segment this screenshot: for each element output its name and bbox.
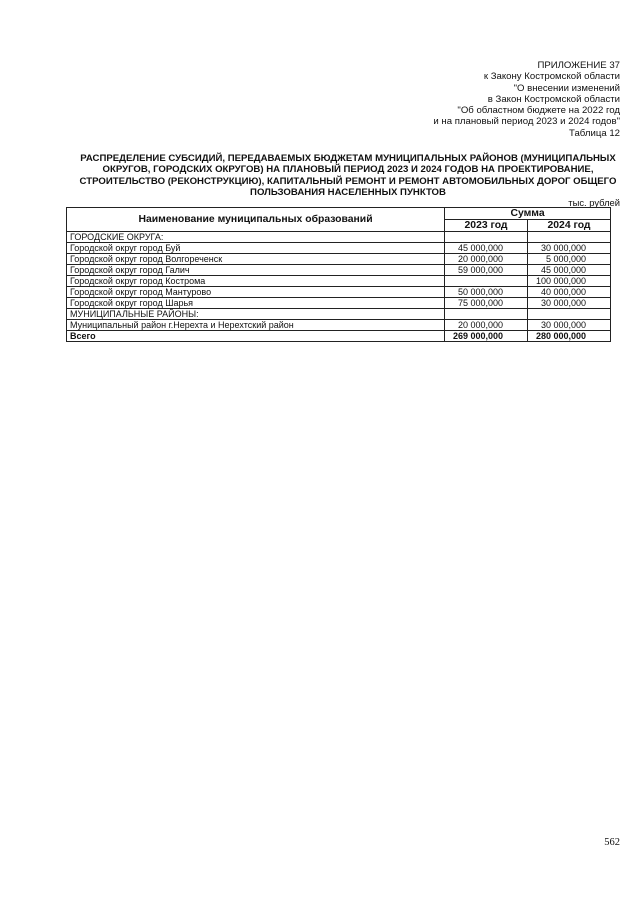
table-row: [67, 254, 611, 265]
subsidy-table: [66, 207, 611, 342]
row-2024: [528, 232, 611, 243]
row-name: Городской округ город Волгореченск: [67, 254, 445, 265]
row-2024: 30 000,000: [528, 243, 611, 254]
row-2023: 20 000,000: [445, 320, 528, 331]
title-line: РАСПРЕДЕЛЕНИЕ СУБСИДИЙ, ПЕРЕДАВАЕМЫХ БЮДЖЕТАМ МУНИЦИПАЛЬНЫХ РАЙОНОВ (МУНИЦИПАЛЬНЫХ: [80, 153, 616, 164]
row-name: Городской округ город Галич: [67, 265, 445, 276]
title-line: СТРОИТЕЛЬСТВО (РЕКОНСТРУКЦИЮ), КАПИТАЛЬНЫЙ РЕМОНТ И РЕМОНТ АВТОМОБИЛЬНЫХ ДОРОГ ОБЩЕГО: [79, 175, 617, 187]
table-row: [67, 320, 611, 331]
appendix-header-line: "Об областном бюджете на 2022 год: [457, 105, 620, 117]
row-2023: [445, 309, 528, 320]
row-2023: 75 000,000: [445, 298, 528, 309]
table-header-row: [67, 208, 611, 220]
column-header-sum: Сумма: [445, 208, 611, 220]
row-name: Городской округ город Кострома: [67, 276, 445, 287]
page-number: 562: [604, 837, 620, 848]
table-total-row: [67, 331, 611, 342]
column-header-2024: 2024 год: [528, 220, 611, 232]
title-line: ПОЛЬЗОВАНИЯ НАСЕЛЕННЫХ ПУНКТОВ: [250, 187, 446, 199]
row-name: МУНИЦИПАЛЬНЫЕ РАЙОНЫ:: [67, 309, 445, 320]
table-number: Таблица 12: [569, 127, 620, 139]
appendix-header-line: и на плановый период 2023 и 2024 годов": [433, 116, 620, 128]
column-header-name: Наименование муниципальных образований: [67, 208, 445, 232]
row-2024: 30 000,000: [528, 298, 611, 309]
table-row-section: [67, 309, 611, 320]
row-2023: 50 000,000: [445, 287, 528, 298]
row-2023: [445, 232, 528, 243]
table-row: [67, 243, 611, 254]
document-title: [62, 153, 634, 199]
row-name: Городской округ город Шарья: [67, 298, 445, 309]
title-line: ОКРУГОВ, ГОРОДСКИХ ОКРУГОВ) НА ПЛАНОВЫЙ ПЕРИОД 2023 И 2024 ГОДОВ НА ПРОЕКТИРОВАНИЕ,: [102, 164, 594, 176]
appendix-header-line: в Закон Костромской области: [487, 93, 620, 105]
row-name: Городской округ город Мантурово: [67, 287, 445, 298]
row-2023: 20 000,000: [445, 254, 528, 265]
row-2024: [528, 309, 611, 320]
row-2023: 59 000,000: [445, 265, 528, 276]
table-row: [67, 298, 611, 309]
table-row: [67, 287, 611, 298]
total-2024: 280 000,000: [528, 331, 611, 342]
appendix-header-line: "О внесении изменений: [513, 82, 620, 94]
row-name: Городской округ город Буй: [67, 243, 445, 254]
table-row: [67, 276, 611, 287]
appendix-header-line: ПРИЛОЖЕНИЕ 37: [537, 60, 620, 71]
row-2024: 30 000,000: [528, 320, 611, 331]
table-row-section: [67, 232, 611, 243]
table-row: [67, 265, 611, 276]
row-2024: 45 000,000: [528, 265, 611, 276]
appendix-header: [433, 60, 620, 139]
column-header-2023: 2023 год: [445, 220, 528, 232]
appendix-header-line: к Закону Костромской области: [483, 71, 620, 83]
total-label: Всего: [67, 331, 445, 342]
units-label: тыс. рублей: [568, 197, 620, 208]
row-2024: 40 000,000: [528, 287, 611, 298]
total-2023: 269 000,000: [445, 331, 528, 342]
row-2024: 100 000,000: [528, 276, 611, 287]
row-name: ГОРОДСКИЕ ОКРУГА:: [67, 232, 445, 243]
row-name: Муниципальный район г.Нерехта и Нерехтский район: [67, 320, 445, 331]
row-2023: [445, 276, 528, 287]
row-2024: 5 000,000: [528, 254, 611, 265]
row-2023: 45 000,000: [445, 243, 528, 254]
